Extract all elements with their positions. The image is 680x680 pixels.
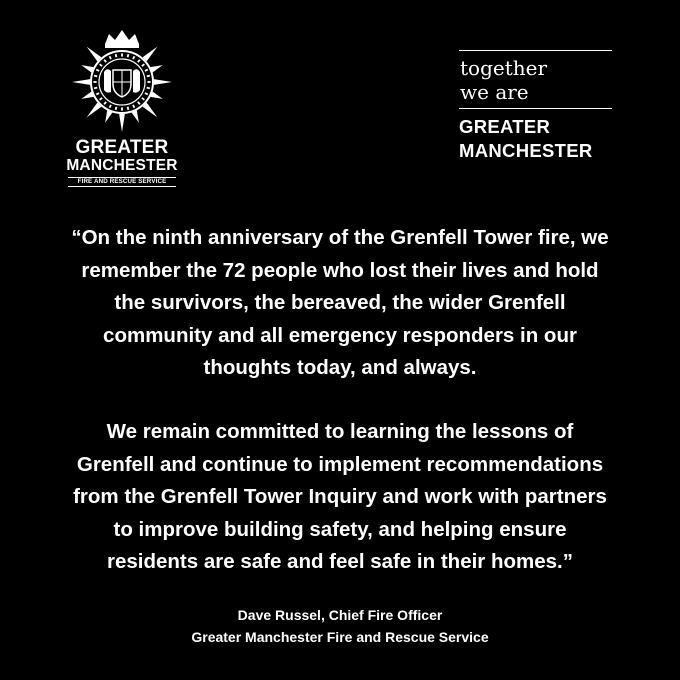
quote-line: thoughts today, and always.: [203, 356, 477, 379]
quote-line: remember the 72 people who lost their lives and hold: [81, 258, 599, 282]
quote-line: community and all emergency responders in our: [103, 323, 577, 347]
together-we-are-gm-logo: [459, 50, 613, 162]
quote-line: Grenfell and continue to implement recommendations: [76, 452, 604, 476]
fire-service-crest-icon: [67, 22, 177, 132]
logo-name-line3: FIRE AND RESCUE SERVICE: [68, 177, 176, 187]
attribution: [0, 604, 680, 648]
quote-line: from the Grenfell Tower Inquiry and work with partners: [73, 485, 607, 508]
logo-name-line2: MANCHESTER: [66, 157, 178, 174]
attribution-organisation: Greater Manchester Fire and Rescue Service: [191, 629, 489, 645]
quote-line: the survivors, the bereaved, the wider Grenfell: [114, 291, 566, 314]
logo-rule-top: [459, 50, 612, 51]
gmfrs-logo: [52, 22, 192, 184]
logo-together-text: together: [460, 56, 548, 80]
attribution-name-title: Dave Russel, Chief Fire Officer: [237, 607, 443, 623]
logo-manchester-text: MANCHESTER: [459, 140, 593, 161]
logo-rule-bottom: [459, 108, 612, 109]
quote-line: residents are safe and feel safe in their homes.”: [107, 550, 573, 573]
quote-line: “On the ninth anniversary of the Grenfell Tower fire, we: [71, 226, 609, 249]
quote-line: to improve building safety, and helping ensure: [113, 517, 567, 541]
logo-greater-text: GREATER: [459, 116, 551, 137]
quote-paragraph-1: [0, 222, 680, 385]
logo-name-line1: GREATER: [75, 137, 169, 158]
quote-line: We remain committed to learning the lessons of: [106, 420, 574, 443]
logo-we-are-text: we are: [460, 80, 529, 104]
quote-paragraph-2: [0, 416, 680, 579]
